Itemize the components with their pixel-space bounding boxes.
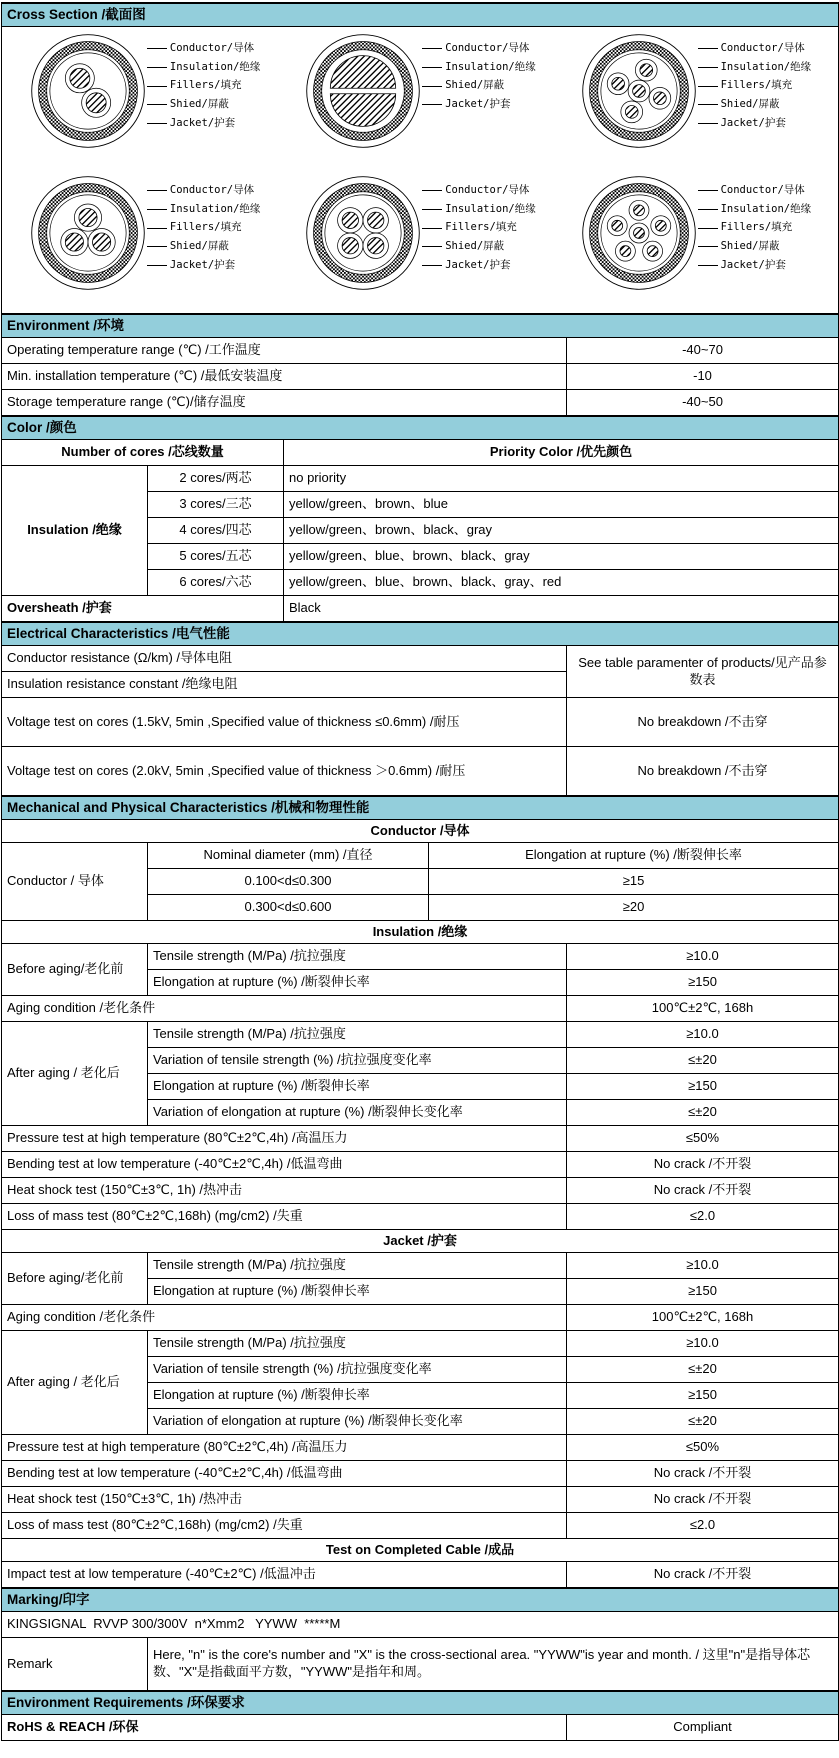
diagram-label: Fillers/填充 — [422, 221, 536, 235]
insulation-group-label: Insulation /绝缘 — [2, 466, 148, 596]
after-aging-label: After aging / 老化后 — [2, 1331, 148, 1435]
spec-value: No breakdown /不击穿 — [567, 698, 839, 747]
section-header-marking: Marking/印字 — [2, 1588, 839, 1612]
spec-label: Elongation at rupture (%) /断裂伸长率 — [148, 1074, 567, 1100]
spec-label: Voltage test on cores (2.0kV, 5min ,Specified value of thickness ＞0.6mm) /耐压 — [2, 747, 567, 797]
remark-label: Remark — [2, 1638, 148, 1692]
section-header-electrical: Electrical Characteristics /电气性能 — [2, 622, 839, 646]
diagram-label: Fillers/填充 — [698, 221, 812, 235]
spec-value: No crack /不开裂 — [567, 1178, 839, 1204]
spec-value: ≤50% — [567, 1126, 839, 1152]
cores-count: 3 cores/三芯 — [148, 492, 284, 518]
spec-value: -40~50 — [567, 390, 839, 417]
before-aging-label: Before aging/老化前 — [2, 1253, 148, 1305]
spec-label: Bending test at low temperature (-40℃±2℃,4h) /低温弯曲 — [2, 1461, 567, 1487]
spec-label: Loss of mass test (80℃±2℃,168h) (mg/cm2) /失重 — [2, 1513, 567, 1539]
diagram-label: Shied/屏蔽 — [422, 79, 536, 93]
spec-value: ≥10.0 — [567, 1253, 839, 1279]
spec-value: -40~70 — [567, 338, 839, 364]
diagram-label: Conductor/导体 — [147, 184, 261, 198]
diagram-label: Insulation/绝缘 — [422, 203, 536, 217]
spec-value: No crack /不开裂 — [567, 1461, 839, 1487]
diagram-label: Insulation/绝缘 — [147, 61, 261, 75]
spec-value: ≥150 — [567, 970, 839, 996]
aging-condition-value: 100℃±2℃, 168h — [567, 996, 839, 1022]
cable-cross-section-shielded-pair-diagram — [304, 32, 422, 150]
spec-value: ≥150 — [567, 1279, 839, 1305]
diagram-label: Insulation/绝缘 — [698, 61, 812, 75]
cores-count: 2 cores/两芯 — [148, 466, 284, 492]
spec-value: ≥150 — [567, 1074, 839, 1100]
spec-label: Elongation at rupture (%) /断裂伸长率 — [148, 1279, 567, 1305]
cable-cross-section-2core-diagram — [29, 32, 147, 150]
color-priority-header: Priority Color /优先颜色 — [284, 440, 839, 466]
after-aging-label: After aging / 老化后 — [2, 1022, 148, 1126]
spec-value: ≤±20 — [567, 1357, 839, 1383]
spec-value: ≤50% — [567, 1435, 839, 1461]
diagram-labels — [698, 42, 812, 130]
spec-label: Insulation resistance constant /绝缘电阻 — [2, 672, 567, 698]
spec-label: Elongation at rupture (%) /断裂伸长率 — [148, 1383, 567, 1409]
spec-label: Variation of tensile strength (%) /抗拉强度变化率 — [148, 1357, 567, 1383]
diagram-labels — [147, 42, 261, 130]
spec-label: Tensile strength (M/Pa) /抗拉强度 — [148, 1331, 567, 1357]
diagram-label: Shied/屏蔽 — [422, 240, 536, 254]
diagram-label: Jacket/护套 — [698, 259, 812, 273]
spec-label: Heat shock test (150℃±3℃, 1h) /热冲击 — [2, 1487, 567, 1513]
subsection-title-insulation: Insulation /绝缘 — [2, 921, 839, 944]
diagram-label: Insulation/绝缘 — [422, 61, 536, 75]
oversheath-label: Oversheath /护套 — [2, 596, 284, 623]
diagram-label: Shied/屏蔽 — [147, 98, 261, 112]
subsection-title-jacket: Jacket /护套 — [2, 1230, 839, 1253]
section-header-env-requirements: Environment Requirements /环保要求 — [2, 1691, 839, 1715]
spec-label: Operating temperature range (℃) /工作温度 — [2, 338, 567, 364]
spec-value: ≥10.0 — [567, 944, 839, 970]
priority-colors: yellow/green、blue、brown、black、gray — [284, 544, 839, 570]
elongation-value: ≥20 — [429, 895, 839, 921]
spec-value: No crack /不开裂 — [567, 1487, 839, 1513]
elongation-header: Elongation at rupture (%) /断裂伸长率 — [429, 843, 839, 869]
diagram-label: Conductor/导体 — [698, 184, 812, 198]
cable-cross-section-4core-diagram — [304, 174, 422, 292]
marking-line: KINGSIGNAL RVVP 300/300V n*Xmm2 YYWW *****M — [2, 1612, 839, 1638]
diagram-label: Jacket/护套 — [147, 117, 261, 131]
spec-value: ≤±20 — [567, 1409, 839, 1435]
diagram-label: Insulation/绝缘 — [147, 203, 261, 217]
spec-label: Pressure test at high temperature (80℃±2℃,4h) /高温压力 — [2, 1126, 567, 1152]
rohs-reach-label: RoHS & REACH /环保 — [2, 1715, 567, 1741]
diagram-label: Fillers/填充 — [147, 79, 261, 93]
diagram-cell — [7, 28, 282, 170]
color-cores-header: Number of cores /芯线数量 — [2, 440, 284, 466]
before-aging-label: Before aging/老化前 — [2, 944, 148, 996]
section-header-color: Color /颜色 — [2, 416, 839, 440]
diagram-label: Fillers/填充 — [147, 221, 261, 235]
remark-text: Here, "n" is the core's number and "X" is the cross-sectional area. "YYWW"is year and month. / 这里"n"是指导体芯数、"X"是指截面平方数，"YYWW"是指年和周。 — [148, 1638, 839, 1692]
priority-colors: yellow/green、brown、blue — [284, 492, 839, 518]
spec-label: Loss of mass test (80℃±2℃,168h) (mg/cm2) /失重 — [2, 1204, 567, 1230]
spec-label: Pressure test at high temperature (80℃±2℃,4h) /高温压力 — [2, 1435, 567, 1461]
diagrams-grid — [7, 28, 833, 312]
elongation-value: ≥15 — [429, 869, 839, 895]
priority-colors: no priority — [284, 466, 839, 492]
spec-label: Variation of tensile strength (%) /抗拉强度变化率 — [148, 1048, 567, 1074]
section-header-mechanical: Mechanical and Physical Characteristics /机械和物理性能 — [2, 796, 839, 820]
spec-value: ≥10.0 — [567, 1022, 839, 1048]
spec-label: Tensile strength (M/Pa) /抗拉强度 — [148, 944, 567, 970]
diagram-labels — [422, 184, 536, 272]
spec-label: Voltage test on cores (1.5kV, 5min ,Specified value of thickness ≤0.6mm) /耐压 — [2, 698, 567, 747]
diagram-cell — [7, 170, 282, 312]
cable-cross-section-6core-diagram — [580, 174, 698, 292]
aging-condition-value: 100℃±2℃, 168h — [567, 1305, 839, 1331]
spec-label: Impact test at low temperature (-40℃±2℃) /低温冲击 — [2, 1562, 567, 1589]
spec-label: Heat shock test (150℃±3℃, 1h) /热冲击 — [2, 1178, 567, 1204]
diagram-label: Jacket/护套 — [422, 98, 536, 112]
spec-value: ≥10.0 — [567, 1331, 839, 1357]
priority-colors: yellow/green、brown、black、gray — [284, 518, 839, 544]
diagram-label: Conductor/导体 — [422, 184, 536, 198]
aging-condition-label: Aging condition /老化条件 — [2, 1305, 567, 1331]
diagram-label: Conductor/导体 — [422, 42, 536, 56]
spec-value: No crack /不开裂 — [567, 1152, 839, 1178]
oversheath-value: Black — [284, 596, 839, 623]
diagram-label: Fillers/填充 — [698, 79, 812, 93]
spec-label: Tensile strength (M/Pa) /抗拉强度 — [148, 1253, 567, 1279]
spec-label: Min. installation temperature (℃) /最低安装温度 — [2, 364, 567, 390]
spec-value: ≤±20 — [567, 1048, 839, 1074]
aging-condition-label: Aging condition /老化条件 — [2, 996, 567, 1022]
diagram-label: Shied/屏蔽 — [147, 240, 261, 254]
spec-value: ≥150 — [567, 1383, 839, 1409]
cable-cross-section-5core-diagram — [580, 32, 698, 150]
spec-label: Elongation at rupture (%) /断裂伸长率 — [148, 970, 567, 996]
diagram-label: Jacket/护套 — [147, 259, 261, 273]
diameter-range: 0.300<d≤0.600 — [148, 895, 429, 921]
diagram-labels — [422, 42, 536, 112]
diagram-labels — [147, 184, 261, 272]
spec-label: Conductor resistance (Ω/km) /导体电阻 — [2, 646, 567, 672]
diagram-cell — [282, 170, 557, 312]
diagram-label: Insulation/绝缘 — [698, 203, 812, 217]
diameter-header: Nominal diameter (mm) /直径 — [148, 843, 429, 869]
subsection-title-completed-cable: Test on Completed Cable /成品 — [2, 1539, 839, 1562]
priority-colors: yellow/green、blue、brown、black、gray、red — [284, 570, 839, 596]
cable-cross-section-3core-diagram — [29, 174, 147, 292]
spec-value: No crack /不开裂 — [567, 1562, 839, 1589]
section-header-environment: Environment /环境 — [2, 314, 839, 338]
spec-label: Storage temperature range (℃)/储存温度 — [2, 390, 567, 417]
diagram-label: Conductor/导体 — [698, 42, 812, 56]
diagram-label: Shied/屏蔽 — [698, 240, 812, 254]
diagram-cell — [558, 28, 833, 170]
diagram-labels — [698, 184, 812, 272]
diagram-label: Shied/屏蔽 — [698, 98, 812, 112]
cores-count: 5 cores/五芯 — [148, 544, 284, 570]
spec-value: No breakdown /不击穿 — [567, 747, 839, 797]
spec-value: See table paramenter of products/见产品参数表 — [567, 646, 839, 698]
spec-value: ≤2.0 — [567, 1513, 839, 1539]
rohs-reach-value: Compliant — [567, 1715, 839, 1741]
diagram-label: Conductor/导体 — [147, 42, 261, 56]
diagram-cell — [558, 170, 833, 312]
spec-label: Tensile strength (M/Pa) /抗拉强度 — [148, 1022, 567, 1048]
spec-value: ≤±20 — [567, 1100, 839, 1126]
spec-label: Variation of elongation at rupture (%) /断裂伸长变化率 — [148, 1100, 567, 1126]
spec-label: Variation of elongation at rupture (%) /断裂伸长变化率 — [148, 1409, 567, 1435]
diagram-label: Jacket/护套 — [422, 259, 536, 273]
spec-value: ≤2.0 — [567, 1204, 839, 1230]
diameter-range: 0.100<d≤0.300 — [148, 869, 429, 895]
diagram-label: Jacket/护套 — [698, 117, 812, 131]
spec-value: -10 — [567, 364, 839, 390]
cable-spec-table — [1, 2, 839, 1741]
cores-count: 6 cores/六芯 — [148, 570, 284, 596]
subsection-title-conductor: Conductor /导体 — [2, 820, 839, 843]
cross-section-diagram-area — [2, 27, 839, 315]
spec-label: Bending test at low temperature (-40℃±2℃,4h) /低温弯曲 — [2, 1152, 567, 1178]
section-header-cross-section: Cross Section /截面图 — [2, 3, 839, 27]
cores-count: 4 cores/四芯 — [148, 518, 284, 544]
conductor-group-label: Conductor / 导体 — [2, 843, 148, 921]
diagram-cell — [282, 28, 557, 170]
